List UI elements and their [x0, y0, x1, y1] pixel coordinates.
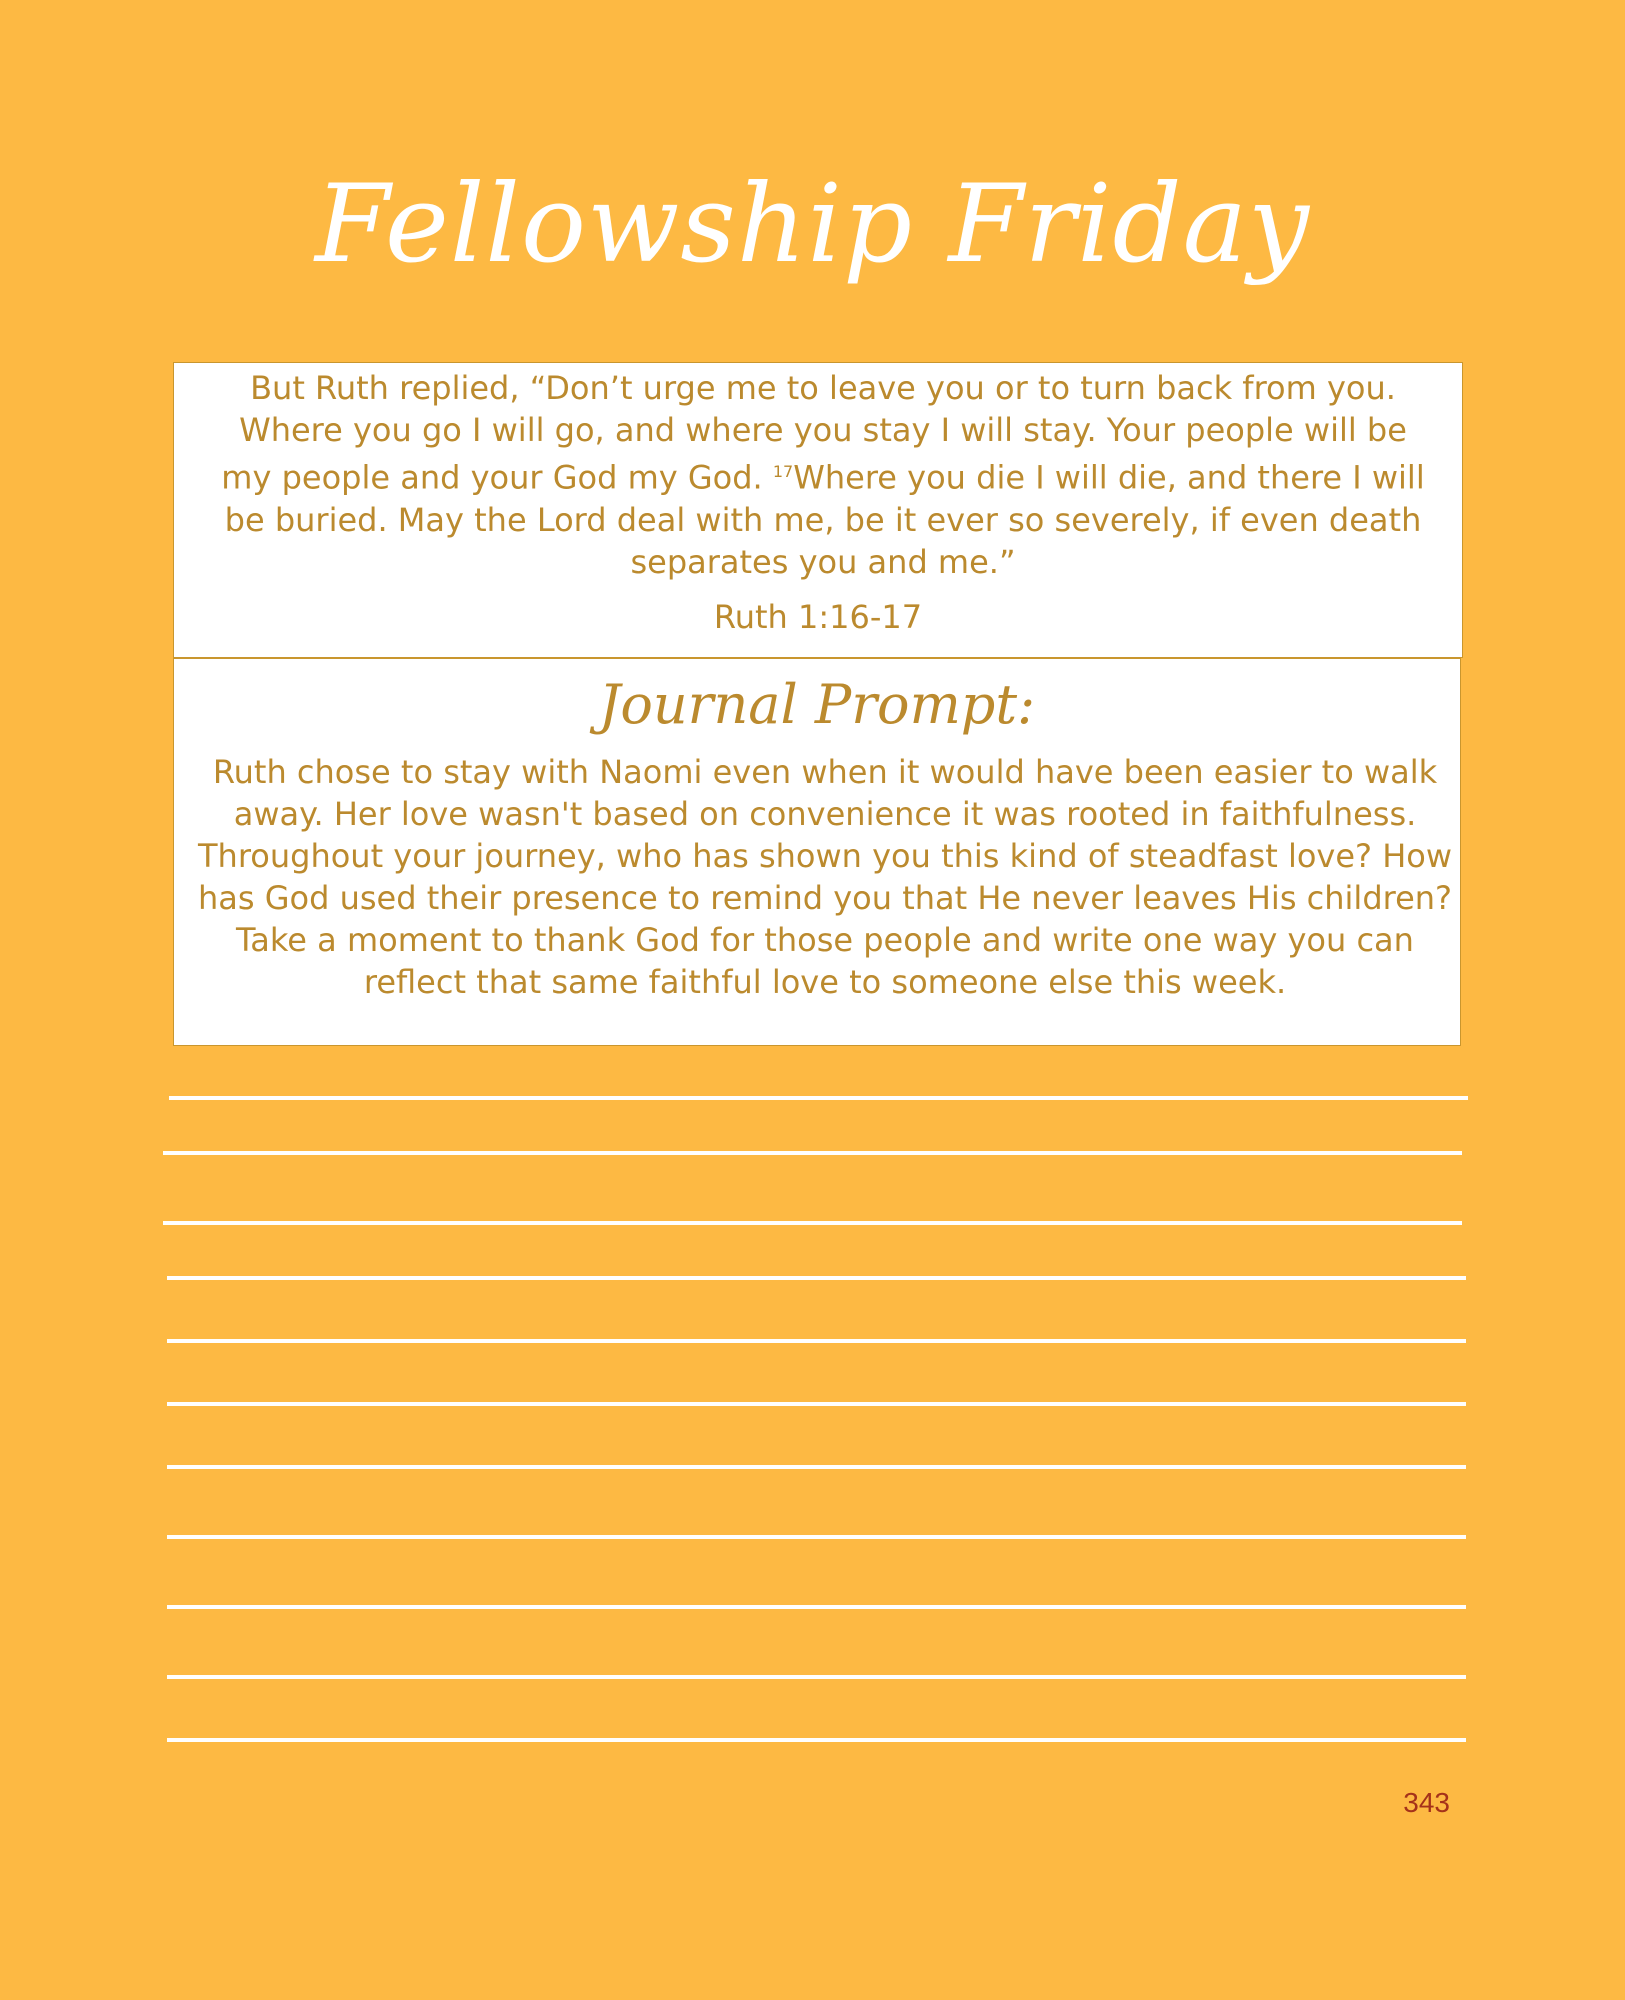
writing-line[interactable] — [167, 1465, 1466, 1469]
writing-line[interactable] — [167, 1339, 1466, 1343]
writing-line[interactable] — [163, 1151, 1462, 1155]
page-title: Fellowship Friday — [314, 162, 1311, 287]
verse-number: 17 — [772, 462, 794, 481]
scripture-text-part2: Where you die I will die, and there I will be buried. May the Lord deal with me, be it ever so severely, if even death separates you and me.” — [224, 458, 1425, 581]
writing-line[interactable] — [167, 1402, 1466, 1406]
writing-line[interactable] — [163, 1221, 1462, 1225]
scripture-text-part1: But Ruth replied, “Don’t urge me to leave you or to turn back from you. Where you go I will go, and where you stay I will stay. Your people will be my people and your God my God. — [221, 369, 1407, 497]
scripture-reference: Ruth 1:16-17 — [713, 598, 923, 636]
journal-prompt-heading: Journal Prompt: — [598, 673, 1036, 736]
writing-line[interactable] — [167, 1535, 1466, 1539]
writing-line[interactable] — [167, 1738, 1466, 1742]
writing-line[interactable] — [167, 1675, 1466, 1679]
writing-line[interactable] — [167, 1276, 1466, 1280]
writing-line[interactable] — [167, 1605, 1466, 1609]
page-number: 343 — [1403, 1787, 1450, 1818]
journal-prompt-text: Ruth chose to stay with Naomi even when it would have been easier to walk away. Her love wasn't based on convenience it was rooted in faithfulness. Throughout your journey, who has shown you this kind of steadfast love? How has God used their presence to remind you that He never leaves His children? Take a moment to thank God for those people and write one way you can reflect that same faithful love to someone else this week. — [197, 753, 1453, 1001]
writing-line[interactable] — [169, 1096, 1468, 1100]
